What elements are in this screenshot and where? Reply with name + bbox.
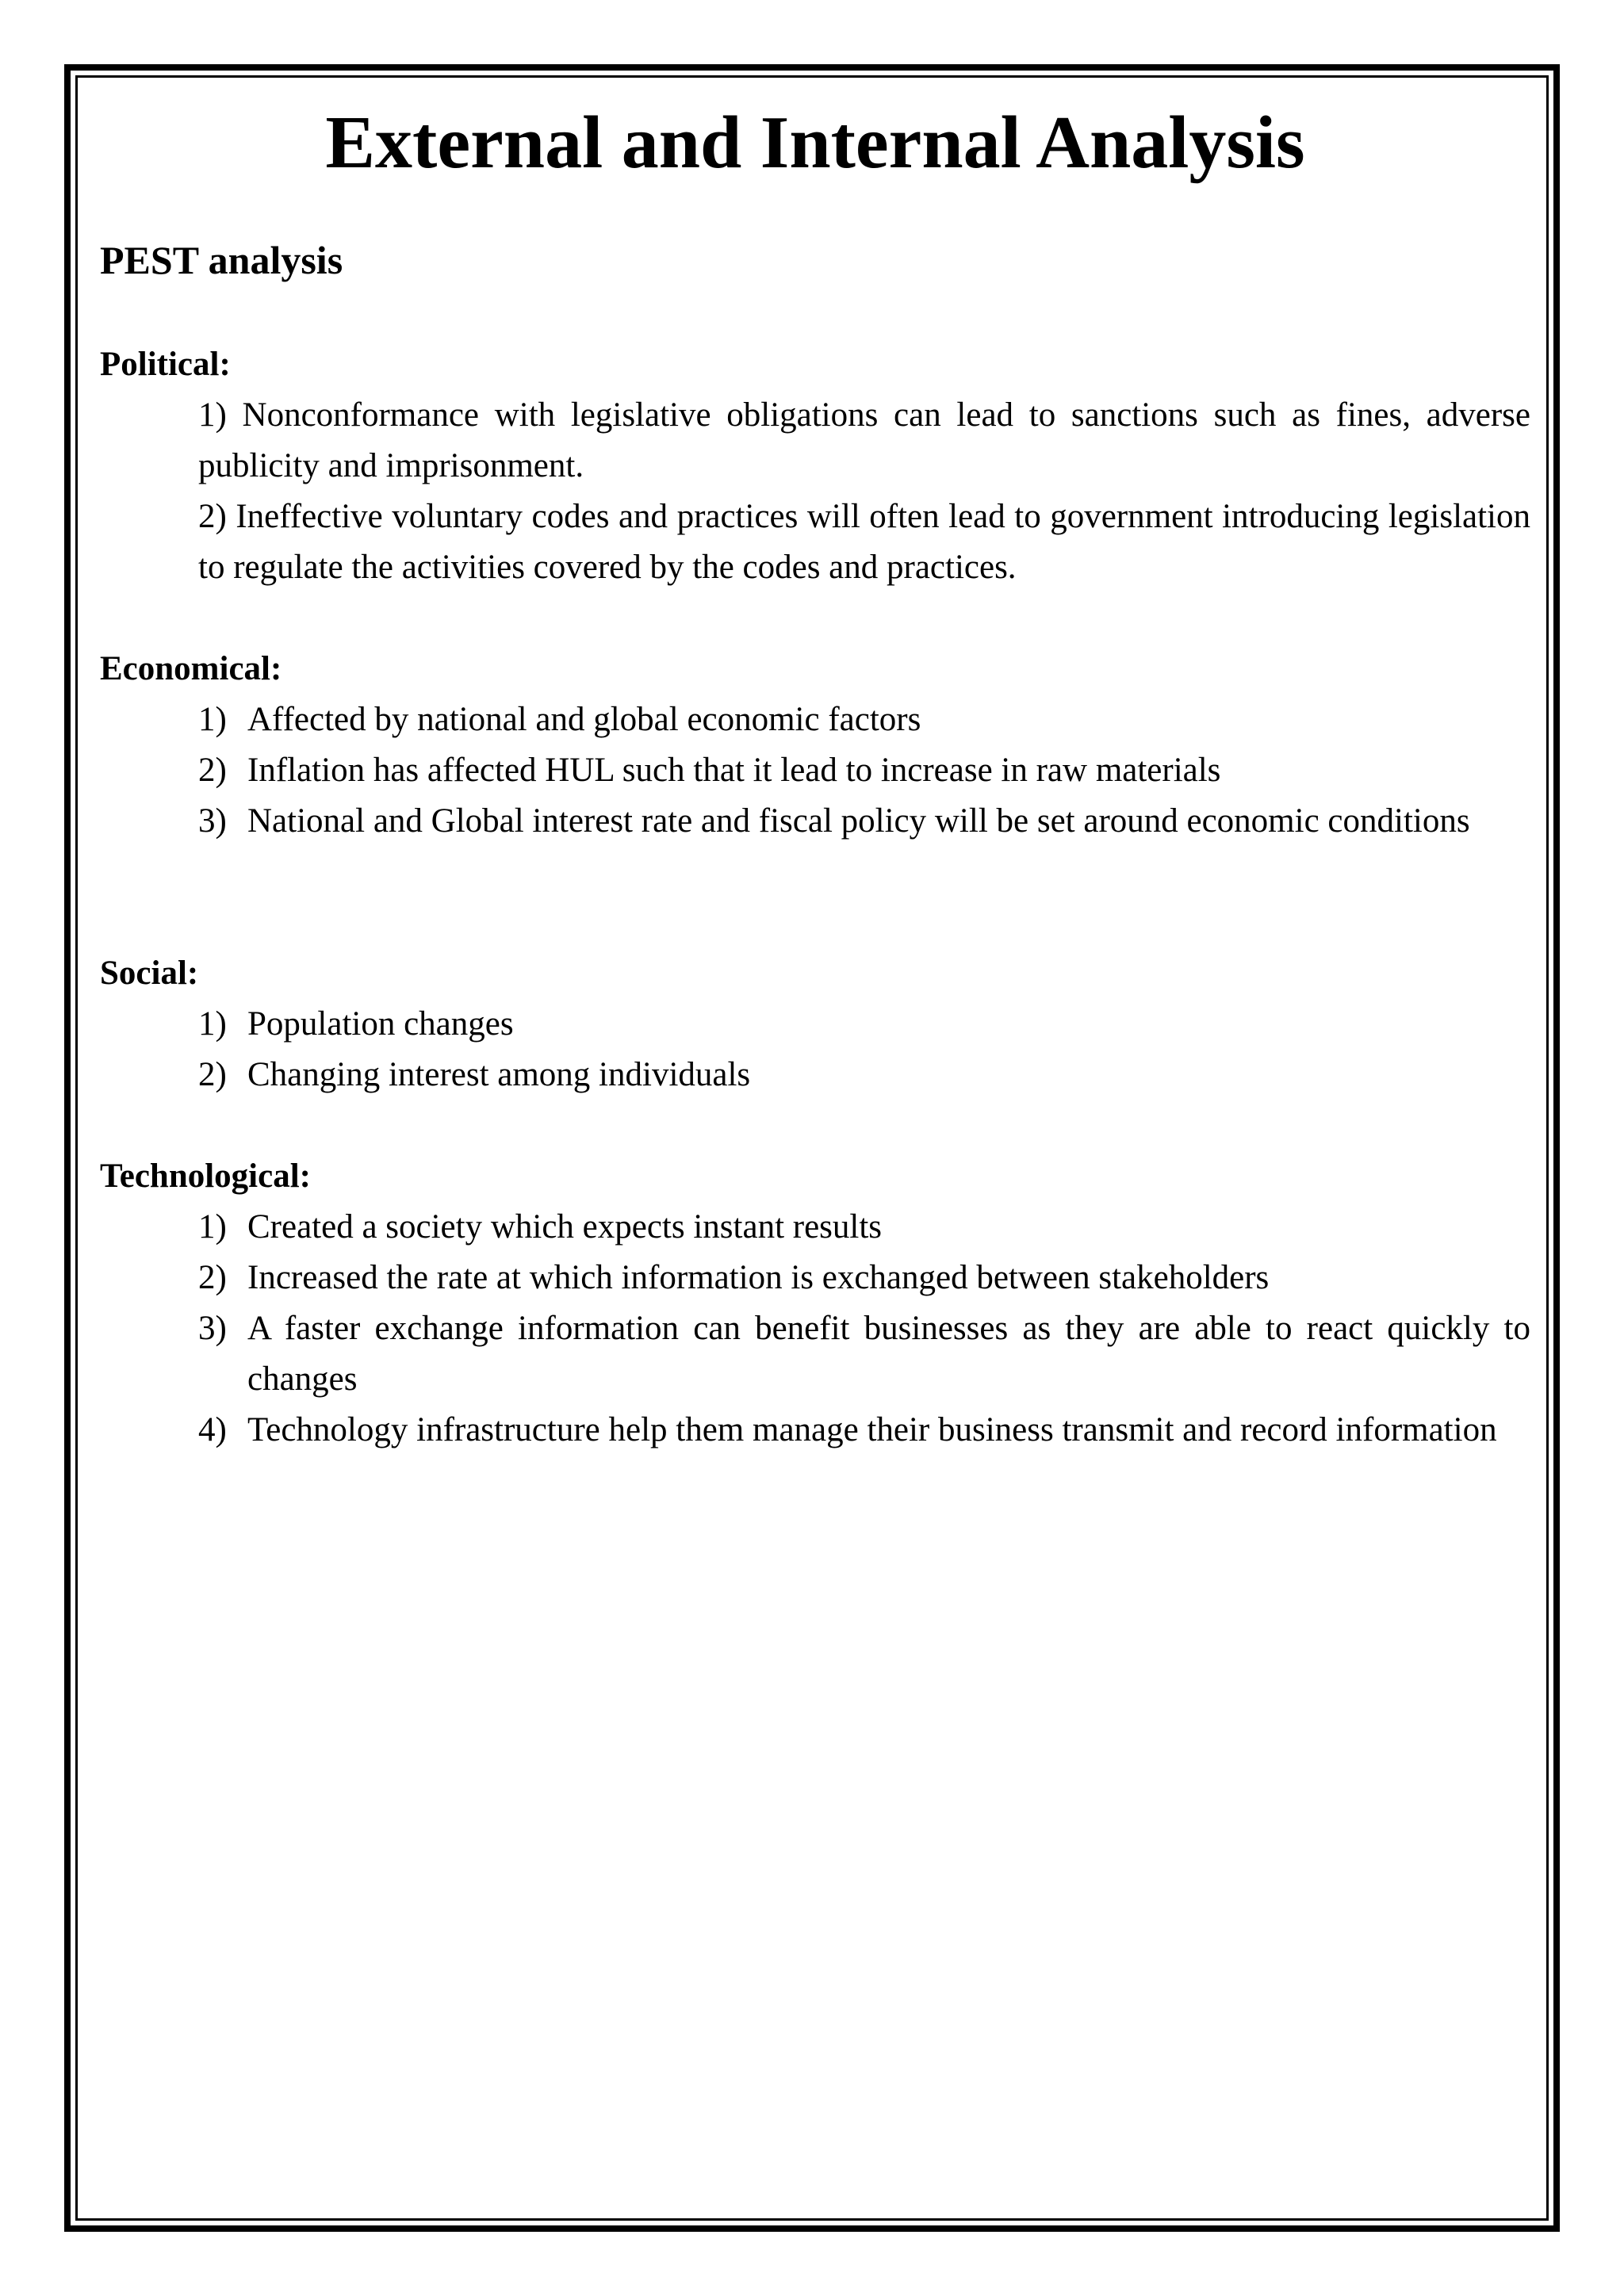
economical-heading: Economical: (100, 650, 282, 687)
list-item-text: Technology infrastructure help them manage their business transmit and record information (247, 1411, 1497, 1448)
list-item-number: 2) (198, 752, 227, 789)
list-item-number: 1) (198, 701, 227, 738)
list-item-number: 2) (198, 1259, 227, 1296)
list-item-text: Inflation has affected HUL such that it lead to increase in raw materials (247, 752, 1221, 789)
list-item (100, 695, 1530, 745)
technological-list (100, 1202, 1530, 1456)
economical-list (100, 695, 1530, 847)
list-item-text: Created a society which expects instant results (247, 1208, 883, 1246)
list-item (100, 745, 1530, 796)
list-item (100, 1050, 1530, 1100)
list-item-text: National and Global interest rate and fiscal policy will be set around economic conditions (247, 802, 1470, 840)
document-body (100, 95, 1530, 1448)
list-item-number: 1) (198, 1005, 227, 1043)
list-item (100, 796, 1530, 847)
social-heading: Social: (100, 955, 199, 992)
list-item-number: 2) (198, 1056, 227, 1093)
list-item (100, 999, 1530, 1050)
page-title: External and Internal Analysis (325, 101, 1305, 184)
list-item-text: A faster exchange information can benefit businesses as they are able to react quickly to changes (247, 1310, 1530, 1398)
political-heading: Political: (100, 346, 231, 383)
technological-heading: Technological: (100, 1158, 311, 1195)
technological-section (100, 1151, 1530, 1456)
section-heading-pest: PEST analysis (100, 238, 343, 282)
list-item-number: 4) (198, 1411, 227, 1448)
list-item-number: 3) (198, 1310, 227, 1347)
list-item-number: 1) (198, 1208, 227, 1246)
list-item (100, 1303, 1530, 1405)
list-item (100, 1405, 1530, 1456)
list-item-text: Affected by national and global economic factors (247, 701, 921, 738)
list-item-text: Changing interest among individuals (247, 1056, 751, 1093)
list-item-number: 3) (198, 802, 227, 840)
social-list (100, 999, 1530, 1100)
list-item-text: Increased the rate at which information is exchanged between stakeholders (247, 1259, 1270, 1296)
economical-section (100, 644, 1530, 847)
list-item (100, 1202, 1530, 1253)
list-item (100, 1253, 1530, 1303)
political-section (100, 339, 1530, 593)
political-paragraph: 1) Nonconformance with legislative obligations can lead to sanctions such as fines, adverse publicity and imprisonment. (198, 396, 1530, 484)
social-section (100, 948, 1530, 1100)
list-item-text: Population changes (247, 1005, 514, 1043)
political-paragraph: 2) Ineffective voluntary codes and practices will often lead to government introducing legislation to regulate the activities covered by the codes and practices. (198, 498, 1530, 586)
